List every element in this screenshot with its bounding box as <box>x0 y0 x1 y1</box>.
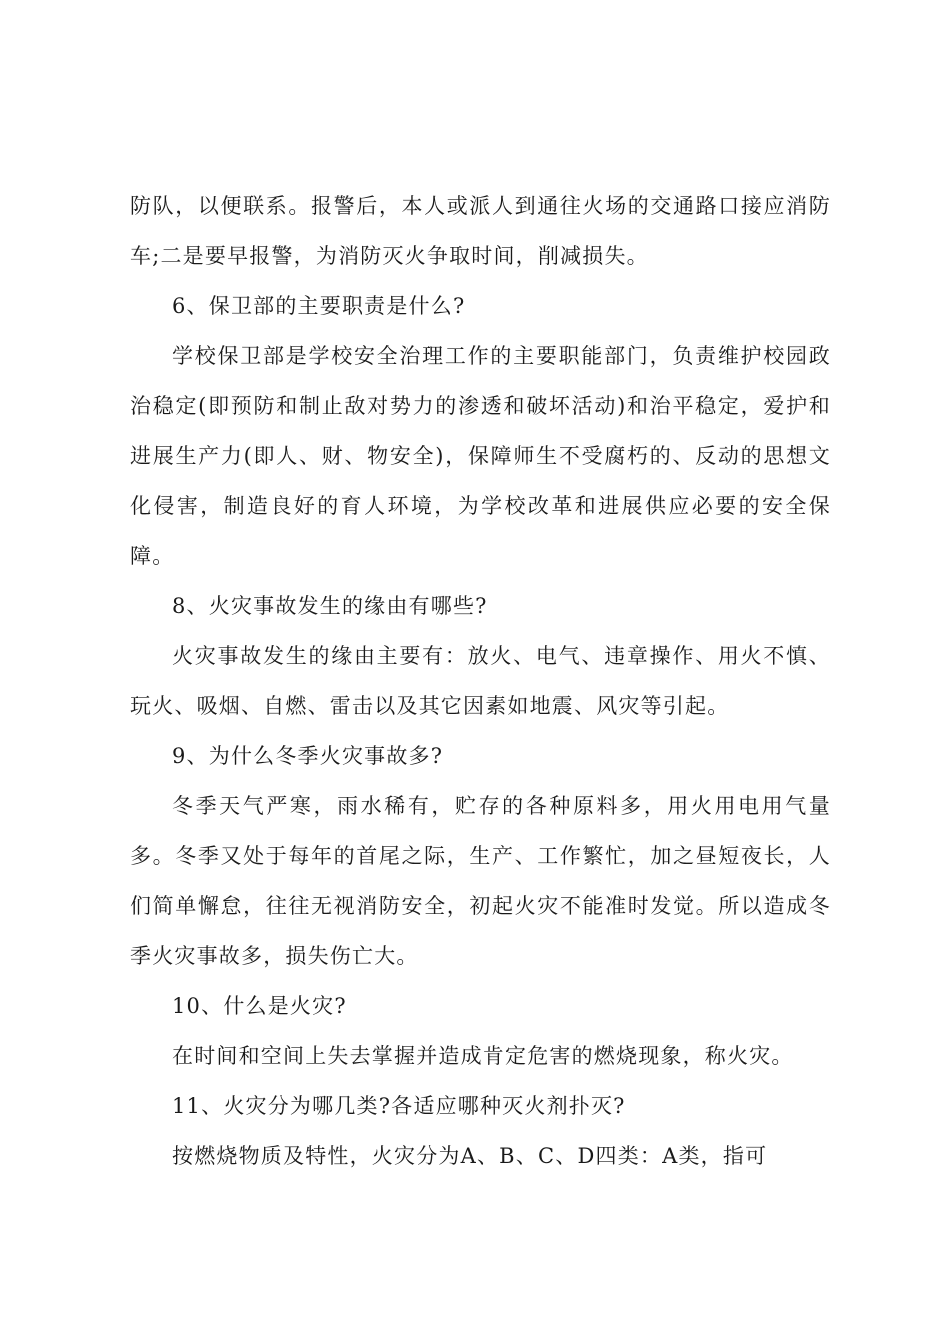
paragraph-line: 化侵害，制造良好的育人环境，为学校改革和进展供应必要的安全保 <box>130 494 831 518</box>
paragraph-line: 防队，以便联系。报警后，本人或派人到通往火场的交通路口接应消防 <box>130 194 831 218</box>
paragraph-line: 车;二是要早报警，为消防灭火争取时间，削减损失。 <box>130 244 649 268</box>
paragraph-line: 们简单懈怠，往往无视消防安全，初起火灾不能准时发觉。所以造成冬 <box>130 894 831 918</box>
question-heading: 6、保卫部的主要职责是什么? <box>172 294 466 318</box>
question-heading: 11、火灾分为哪几类?各适应哪种灭火剂扑灭? <box>172 1094 626 1118</box>
paragraph-line: 季火灾事故多，损失伤亡大。 <box>130 944 419 968</box>
paragraph-line: 冬季天气严寒，雨水稀有，贮存的各种原料多，用火用电用气量 <box>172 794 831 818</box>
paragraph-line: 学校保卫部是学校安全治理工作的主要职能部门，负责维护校园政 <box>172 344 831 368</box>
question-heading: 8、火灾事故发生的缘由有哪些? <box>172 594 488 618</box>
paragraph-line: 障。 <box>130 544 175 568</box>
paragraph-line: 治稳定(即预防和制止敌对势力的渗透和破坏活动)和治平稳定，爱护和 <box>130 394 831 418</box>
paragraph-line: 多。冬季又处于每年的首尾之际，生产、工作繁忙，加之昼短夜长，人 <box>130 844 831 868</box>
paragraph-line: 火灾事故发生的缘由主要有：放火、电气、违章操作、用火不慎、 <box>172 644 831 668</box>
paragraph-line: 在时间和空间上失去掌握并造成肯定危害的燃烧现象，称火灾。 <box>172 1044 794 1068</box>
paragraph-line: 按燃烧物质及特性，火灾分为A、B、C、D四类：A类，指可 <box>172 1144 768 1168</box>
paragraph-line: 进展生产力(即人、财、物安全)，保障师生不受腐朽的、反动的思想文 <box>130 444 831 468</box>
paragraph-line: 玩火、吸烟、自燃、雷击以及其它因素如地震、风灾等引起。 <box>130 694 730 718</box>
question-heading: 9、为什么冬季火灾事故多? <box>172 744 444 768</box>
question-heading: 10、什么是火灾? <box>172 994 347 1018</box>
